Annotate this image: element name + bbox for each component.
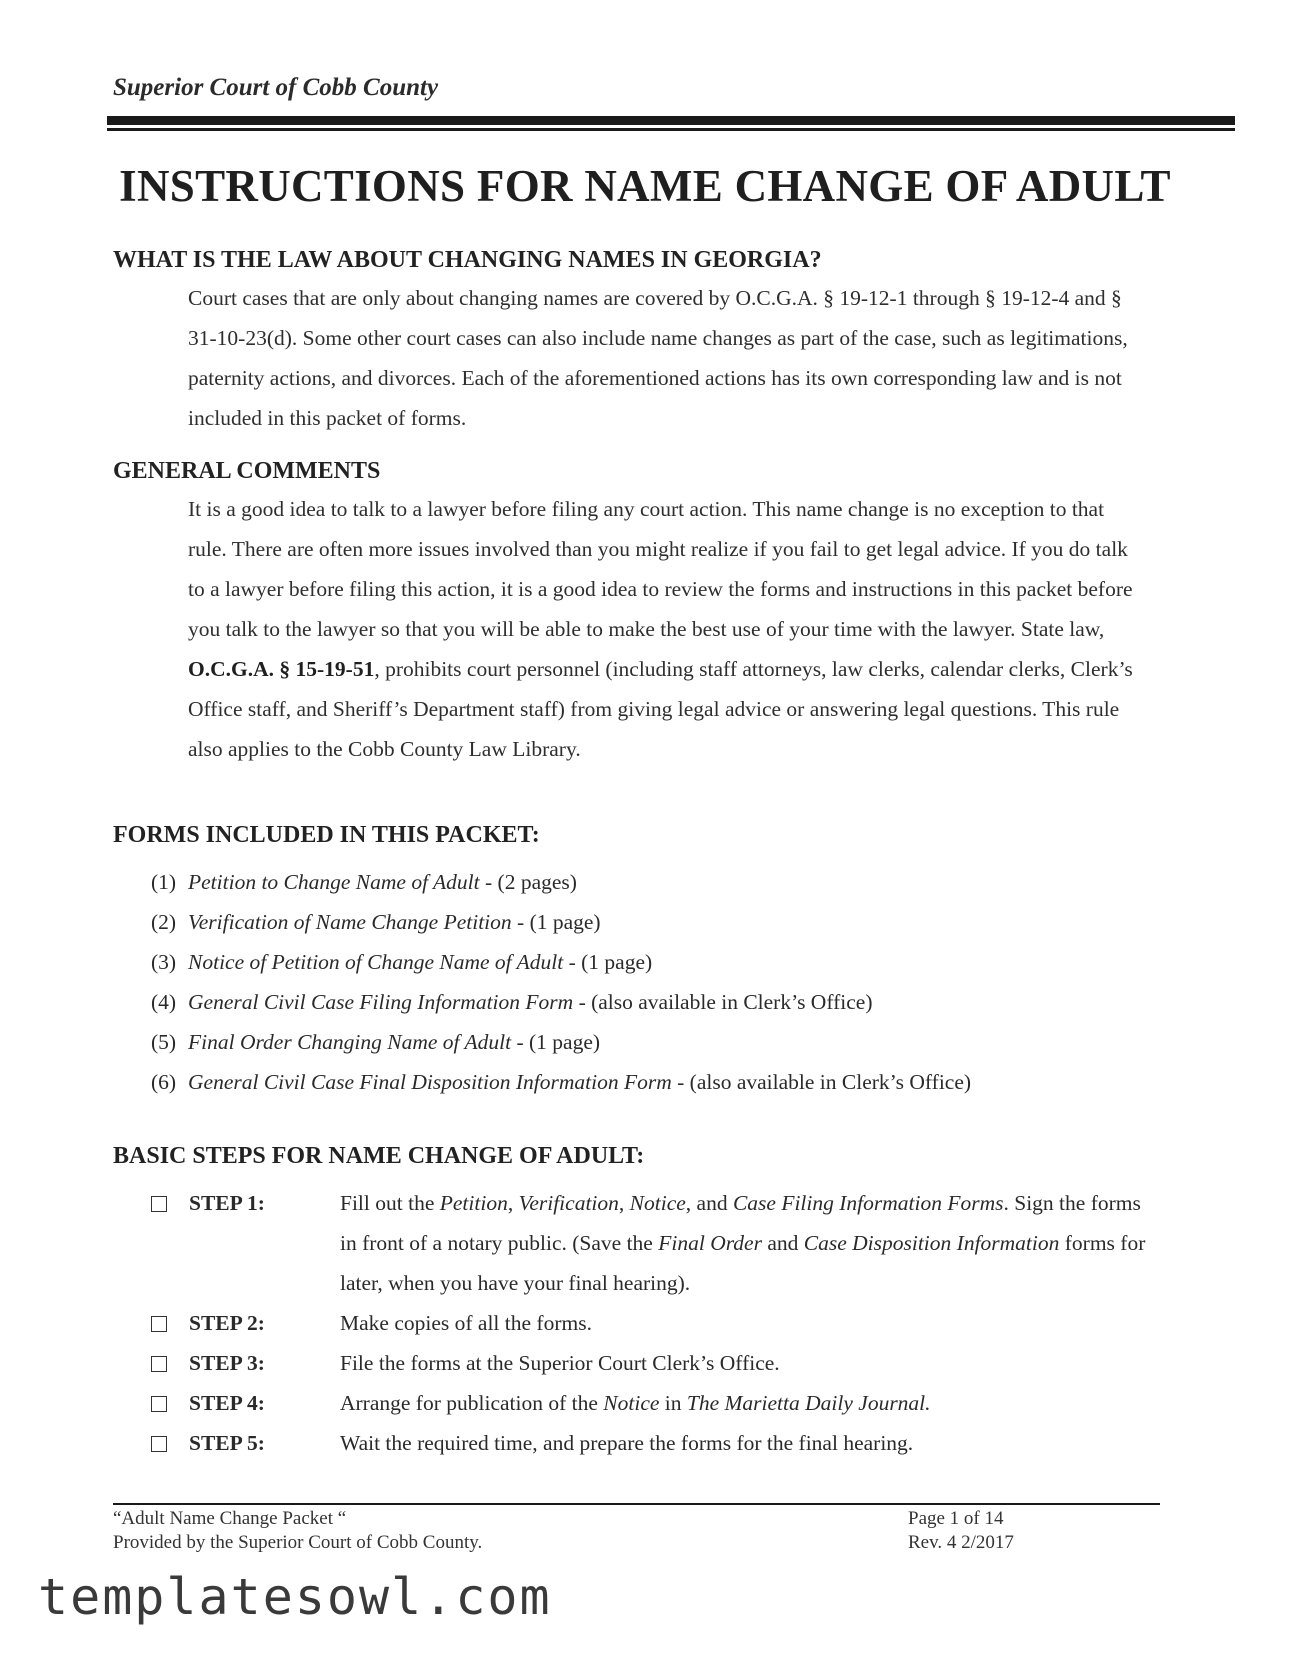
law-section-body: Court cases that are only about changing names are covered by O.C.G.A. § 19-12-1 through § 19-12-4 and § 31-10-23(d). Some other court cases can also include name changes as part of the case, such as legitimations, paternity actions, and divorces. Each of the aforementioned actions has its own corresponding law and is not included in this packet of forms. — [188, 286, 1128, 430]
step-checkbox[interactable] — [151, 1316, 167, 1332]
step-label: STEP 3: — [189, 1351, 265, 1375]
law-section-heading: WHAT IS THE LAW ABOUT CHANGING NAMES IN GEORGIA? — [113, 247, 822, 273]
document-title: INSTRUCTIONS FOR NAME CHANGE OF ADULT — [119, 161, 1171, 211]
form-name: General Civil Case Filing Information Form — [188, 990, 574, 1014]
step-label: STEP 1: — [189, 1191, 265, 1215]
header-rule-thin — [107, 128, 1235, 131]
footer-rule — [113, 1503, 1160, 1505]
step-checkbox[interactable] — [151, 1356, 167, 1372]
step-item — [151, 1183, 1151, 1303]
form-item — [151, 1062, 971, 1102]
general-comments-heading: GENERAL COMMENTS — [113, 458, 381, 484]
step-item — [151, 1383, 1151, 1423]
step-label: STEP 2: — [189, 1311, 265, 1335]
form-number: (2) — [151, 910, 177, 934]
form-detail: - (1 page) — [563, 950, 653, 974]
general-comments-body — [188, 489, 1148, 769]
step-item — [151, 1303, 1151, 1343]
step-checkbox[interactable] — [151, 1396, 167, 1412]
step-text: File the forms at the Superior Court Clerk’s Office. — [340, 1351, 780, 1375]
footer-right — [908, 1507, 1014, 1555]
steps-list — [151, 1183, 1151, 1463]
revision: Rev. 4 2/2017 — [908, 1532, 1014, 1553]
form-name: General Civil Case Final Disposition Information Form — [188, 1070, 672, 1094]
form-name: Notice of Petition of Change Name of Adult — [188, 950, 564, 974]
packet-name: “Adult Name Change Packet “ — [113, 1508, 347, 1529]
form-detail: - (2 pages) — [479, 870, 577, 894]
step-item — [151, 1343, 1151, 1383]
step-text: Fill out the Petition, Verification, Notice, and Case Filing Information Forms. Sign the forms in front of a notary public. (Save the Final Order and Case Disposition Information forms for later, when you have your final hearing). — [340, 1191, 1146, 1295]
court-header: Superior Court of Cobb County — [113, 74, 439, 101]
form-name: Final Order Changing Name of Adult — [188, 1030, 512, 1054]
form-detail: - (also available in Clerk’s Office) — [573, 990, 873, 1014]
provided-by: Provided by the Superior Court of Cobb County. — [113, 1532, 483, 1553]
form-item — [151, 902, 971, 942]
step-text: Wait the required time, and prepare the forms for the final hearing. — [340, 1431, 914, 1455]
statute-reference: O.C.G.A. § 15-19-51 — [188, 657, 375, 681]
form-name: Verification of Name Change Petition — [188, 910, 512, 934]
form-item — [151, 1022, 971, 1062]
page-number: Page 1 of 14 — [908, 1508, 1004, 1529]
step-checkbox[interactable] — [151, 1436, 167, 1452]
step-item — [151, 1423, 1151, 1463]
form-number: (3) — [151, 950, 177, 974]
forms-section-heading: FORMS INCLUDED IN THIS PACKET: — [113, 822, 540, 848]
form-detail: - (also available in Clerk’s Office) — [671, 1070, 972, 1094]
forms-list — [151, 862, 971, 1102]
form-number: (5) — [151, 1030, 177, 1054]
form-name: Petition to Change Name of Adult — [188, 870, 480, 894]
step-checkbox[interactable] — [151, 1196, 167, 1212]
form-item — [151, 862, 971, 902]
general-comments-text-1: It is a good idea to talk to a lawyer before filing any court action. This name change is no exception to that rule. There are often more issues involved than you might realize if you fail to get legal advice. If you do talk to a lawyer before filing this action, it is a good idea to review the forms and instructions in this packet before you talk to the lawyer so that you will be able to make the best use of your time with the lawyer. State law, — [188, 497, 1133, 641]
form-item — [151, 982, 971, 1022]
header-rule — [107, 116, 1235, 125]
form-detail: - (1 page) — [511, 1030, 601, 1054]
form-item — [151, 942, 971, 982]
step-text: Make copies of all the forms. — [340, 1311, 592, 1335]
watermark: templatesowl.com — [38, 1568, 552, 1626]
step-label: STEP 4: — [189, 1391, 265, 1415]
step-label: STEP 5: — [189, 1431, 265, 1455]
general-comments-text-2: , prohibits court personnel (including staff attorneys, law clerks, calendar clerks, Clerk’s Office staff, and Sheriff’s Department staff) from giving legal advice or answering legal questions. This rule also applies to the Cobb County Law Library. — [188, 657, 1133, 761]
step-text: Arrange for publication of the Notice in The Marietta Daily Journal. — [340, 1391, 931, 1415]
form-number: (1) — [151, 870, 177, 894]
form-number: (6) — [151, 1070, 177, 1094]
footer-left — [113, 1507, 482, 1555]
form-detail: - (1 page) — [511, 910, 601, 934]
steps-section-heading: BASIC STEPS FOR NAME CHANGE OF ADULT: — [113, 1143, 645, 1169]
form-number: (4) — [151, 990, 177, 1014]
